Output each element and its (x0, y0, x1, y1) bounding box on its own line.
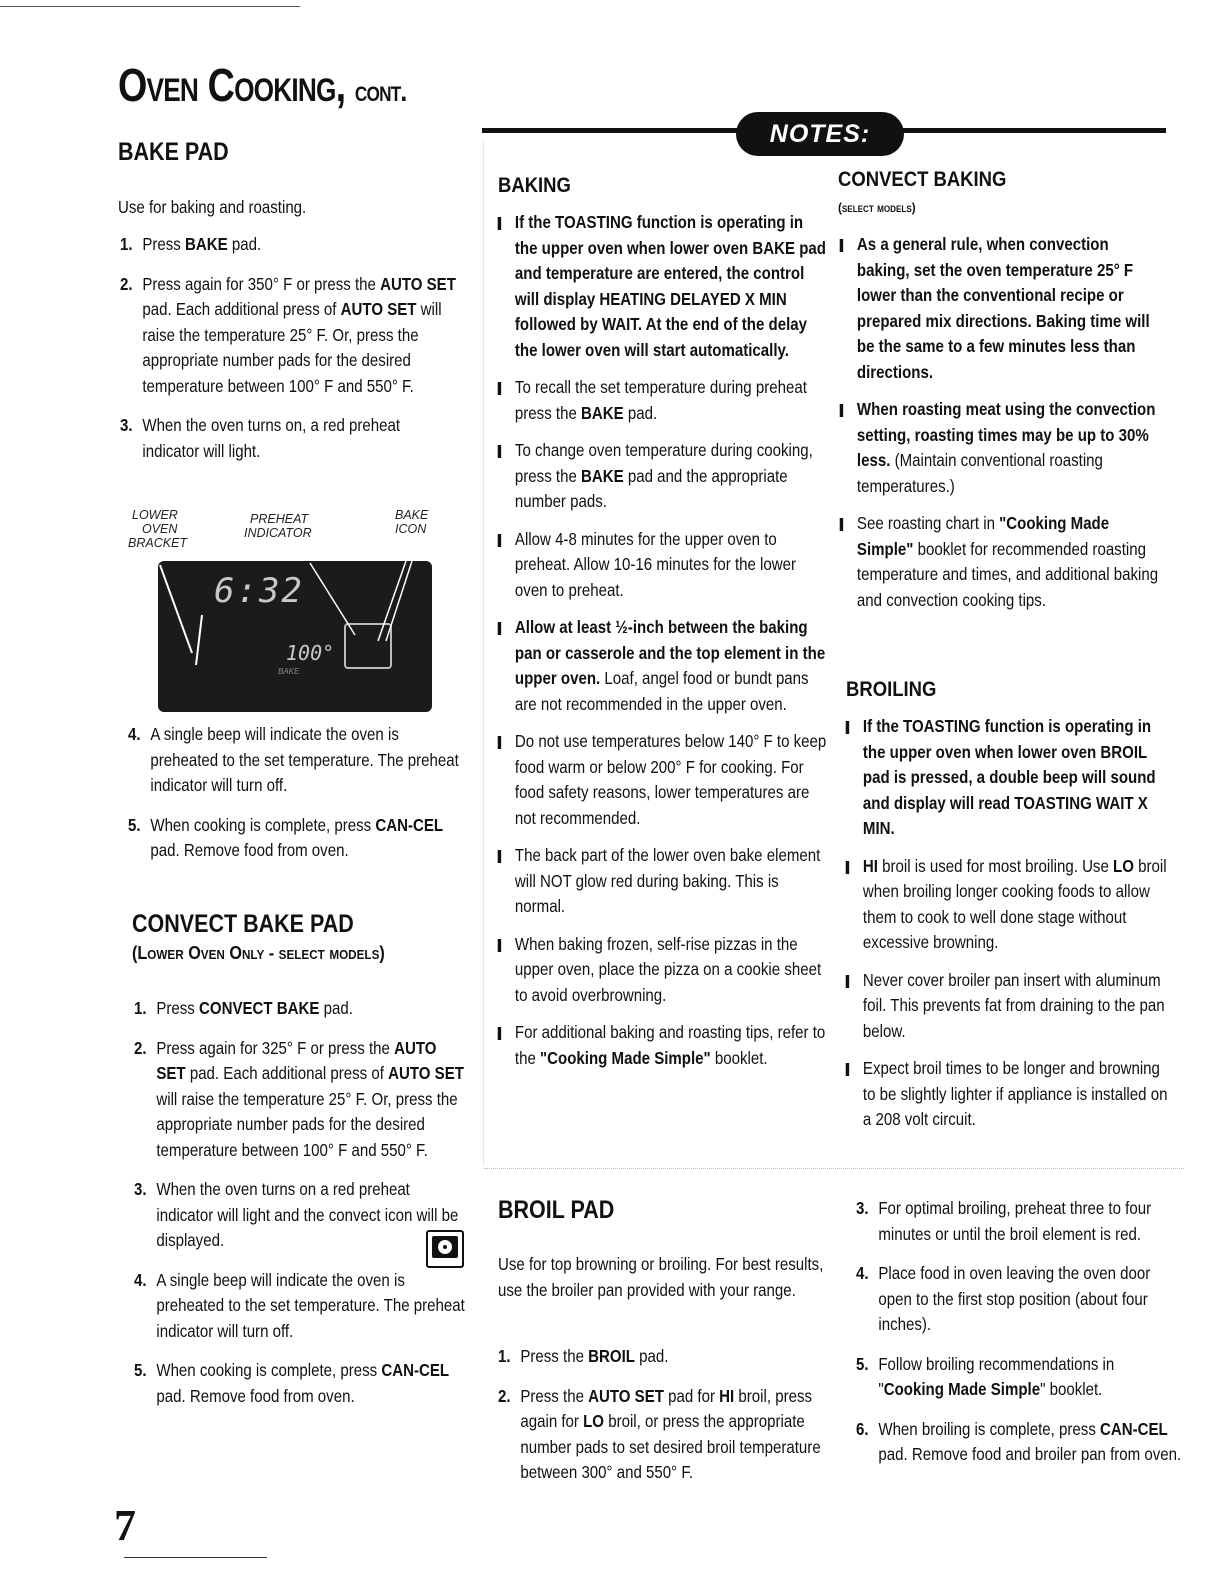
convect-fan-icon (426, 1230, 464, 1268)
baking-note-1: If the TOASTING function is operating in the upper oven when lower oven BAKE pad and temperature are entered, the control will display HEATING DELAYED X MIN followed by WAIT. At the end of the delay the lower oven will start automatically. (496, 210, 827, 363)
label-lower-oven-bracket-1: LOWER (132, 508, 178, 522)
step-number: 1. (134, 998, 147, 1018)
label-bake-2: ICON (395, 522, 427, 536)
broiling-notes-heading: BROILING (846, 678, 937, 701)
step-text: When cooking is complete, press CAN-CEL pad. Remove food from oven. (150, 814, 444, 860)
leader-bake-1 (378, 561, 406, 641)
baking-note-4: Allow 4-8 minutes for the upper oven to preheat. Allow 10-16 minutes for the lower oven to preheat. (496, 527, 827, 604)
broiling-notes-list (844, 714, 1169, 1145)
convect-bake-step-4 (134, 1268, 469, 1345)
baking-notes-heading: BAKING (498, 174, 571, 197)
step-text: Press the BROIL pad. (520, 1346, 669, 1366)
step-number: 3. (856, 1198, 869, 1218)
step-number: 3. (134, 1179, 147, 1199)
step-text: When the oven turns on, a red preheat indicator will light. (142, 415, 401, 461)
label-preheat-1: PREHEAT (250, 512, 309, 526)
convect-notes-subheading: (select models) (838, 200, 916, 215)
baking-note-6: Do not use temperatures below 140° F to keep food warm or below 200° F for cooking. For food safety reasons, lower temperatures are not recommended. (496, 729, 827, 831)
leader-bake-2 (386, 561, 412, 641)
label-lower-oven-bracket-2: OVEN (142, 522, 178, 536)
leader-bracket (196, 615, 202, 665)
convect-notes-list (838, 232, 1161, 625)
convect-note-2: When roasting meat using the convection setting, roasting times may be up to 30% less. (Maintain conventional roasting temperatures.) (838, 397, 1161, 499)
footer-rule (124, 1557, 267, 1558)
broil-pad-step-2 (498, 1384, 829, 1486)
baking-note-3: To change oven temperature during cooking, press the BAKE pad and the appropriate number pads. (496, 438, 827, 515)
bake-pad-step-3 (120, 413, 457, 464)
step-number: 2. (120, 273, 133, 294)
broiling-note-4: Expect broil times to be longer and browning to be slightly lighter if appliance is installed on a 208 volt circuit. (844, 1056, 1169, 1133)
label-preheat-2: INDICATOR (244, 526, 312, 540)
display-clock: 6:32 (214, 571, 304, 611)
leader-preheat (310, 563, 355, 635)
convect-note-1: As a general rule, when convection baking, set the oven temperature 25° F lower than the conventional recipe or prepared mix directions. Baking time will be the same to a few minutes less than directions. (838, 232, 1161, 385)
baking-note-2: To recall the set temperature during preheat press the BAKE pad. (496, 375, 827, 426)
convect-bake-pad-heading: CONVECT BAKE PAD (132, 910, 354, 938)
step-number: 5. (856, 1353, 869, 1374)
broil-pad-steps-right (856, 1196, 1183, 1482)
step-number: 2. (134, 1037, 147, 1058)
notes-bottom-rule (484, 1168, 1184, 1169)
bake-pad-heading: BAKE PAD (118, 138, 229, 166)
page-title-main: Oven Cooking, (118, 59, 346, 111)
broiling-note-3: Never cover broiler pan insert with aluminum foil. This prevents fat from draining to the pan below. (844, 968, 1169, 1045)
step-text: Follow broiling recommendations in "Cooking Made Simple" booklet. (878, 1353, 1115, 1399)
notes-badge: NOTES: (736, 112, 904, 156)
step-text: For optimal broiling, preheat three to four minutes or until the broil element is red. (878, 1198, 1152, 1244)
broil-pad-right-step-4 (856, 1417, 1183, 1468)
step-number: 6. (856, 1418, 869, 1439)
convect-bake-step-3 (134, 1177, 469, 1254)
convect-bake-step-1 (134, 996, 469, 1022)
bake-pad-intro: Use for baking and roasting. (118, 197, 307, 217)
display-bake-word: BAKE (278, 667, 300, 676)
page-title-cont: cont. (354, 75, 407, 108)
baking-note-9: For additional baking and roasting tips, refer to the "Cooking Made Simple" booklet. (496, 1020, 827, 1071)
step-number: 4. (128, 724, 141, 744)
step-number: 4. (134, 1269, 147, 1290)
baking-note-8: When baking frozen, self-rise pizzas in the upper oven, place the pizza on a cookie sheet to avoid overbrowning. (496, 932, 827, 1009)
label-preheat-indicator (244, 512, 312, 540)
broiling-note-1: If the TOASTING function is operating in the upper oven when lower oven BROIL pad is pressed, a double beep will sound and display will read TOASTING WAIT X MIN. (844, 714, 1169, 842)
step-text: A single beep will indicate the oven is preheated to the set temperature. The preheat indicator will turn off. (150, 724, 459, 795)
page-title (118, 58, 406, 112)
bake-pad-steps-after (128, 722, 460, 878)
convect-bake-step-5 (134, 1358, 469, 1409)
bake-pad-steps (120, 232, 457, 478)
step-text: A single beep will indicate the oven is preheated to the set temperature. The preheat indicator will turn off. (156, 1269, 465, 1341)
broil-pad-heading: BROIL PAD (498, 1196, 615, 1224)
bake-pad-after-step-1 (128, 722, 460, 799)
convect-notes-heading: CONVECT BAKING (838, 168, 1007, 191)
step-text: Place food in oven leaving the oven door open to the first stop position (about four inches). (878, 1263, 1151, 1334)
label-bake-1: BAKE (395, 508, 429, 522)
broil-pad-right-step-2 (856, 1261, 1183, 1338)
convect-note-3: See roasting chart in "Cooking Made Simple" booklet for recommended roasting temperature and times, and additional baking and convection cooking tips. (838, 511, 1161, 613)
step-number: 4. (856, 1263, 869, 1283)
step-number: 2. (498, 1385, 511, 1406)
broil-pad-step-1 (498, 1344, 829, 1370)
step-text: When the oven turns on a red preheat indicator will light and the convect icon will be displayed. (156, 1179, 459, 1250)
baking-notes-list (496, 210, 827, 1083)
label-lower-oven-bracket-3: BRACKET (128, 536, 188, 550)
label-lower-oven-bracket (128, 508, 188, 550)
step-number: 1. (498, 1346, 511, 1366)
column-divider (483, 140, 484, 1165)
step-number: 5. (128, 814, 141, 835)
step-text: Press again for 350° F or press the AUTO SET pad. Each additional press of AUTO SET will raise the temperature 25° F. Or, press the appropriate number pads for the desired temperature between 100° F and 550° F. (142, 273, 456, 396)
bake-pad-after-step-2 (128, 813, 460, 864)
step-text: When broiling is complete, press CAN-CEL pad. Remove food and broiler pan from oven. (878, 1418, 1182, 1464)
step-text: Press again for 325° F or press the AUTO SET pad. Each additional press of AUTO SET will raise the temperature 25° F. Or, press the appropriate number pads for the desired temperature between 100° F and 550° F. (156, 1037, 464, 1160)
step-text: Press the AUTO SET pad for HI broil, press again for LO broil, or press the appropriate number pads to set desired broil temperature between 300° and 550° F. (520, 1385, 821, 1482)
step-text: When cooking is complete, press CAN-CEL pad. Remove food from oven. (156, 1360, 450, 1406)
step-text: Press BAKE pad. (142, 234, 262, 254)
top-edge-line (0, 6, 300, 7)
step-text: Press CONVECT BAKE pad. (156, 998, 353, 1018)
broil-pad-intro: Use for top browning or broiling. For best results, use the broiler pan provided with your range. (498, 1254, 824, 1300)
convect-bake-step-2 (134, 1036, 469, 1164)
step-number: 1. (120, 234, 133, 254)
page-number: 7 (114, 1501, 136, 1550)
broil-pad-right-step-3 (856, 1352, 1183, 1403)
convect-bake-steps (134, 996, 469, 1423)
leader-lower-oven (160, 565, 192, 653)
broil-pad-right-step-1 (856, 1196, 1183, 1247)
step-number: 3. (120, 415, 133, 435)
label-bake-icon (395, 508, 428, 536)
step-number: 5. (134, 1360, 147, 1380)
bake-pad-step-1 (120, 232, 457, 258)
baking-note-7: The back part of the lower oven bake element will NOT glow red during baking. This is normal. (496, 843, 827, 920)
bake-pad-step-2 (120, 272, 457, 400)
broil-pad-steps (498, 1344, 829, 1500)
display-temp: 100° (286, 641, 335, 665)
diagram-leader-lines (150, 555, 440, 675)
convect-bake-pad-subheading: (Lower Oven Only - select models) (132, 943, 385, 963)
broiling-note-2: HI broil is used for most broiling. Use LO broil when broiling longer cooking foods to allow them to cook to well done stage without excessive browning. (844, 854, 1169, 956)
baking-note-5: Allow at least ½-inch between the baking pan or casserole and the top element in the upper oven. Loaf, angel food or bundt pans are not recommended in the upper oven. (496, 615, 827, 717)
